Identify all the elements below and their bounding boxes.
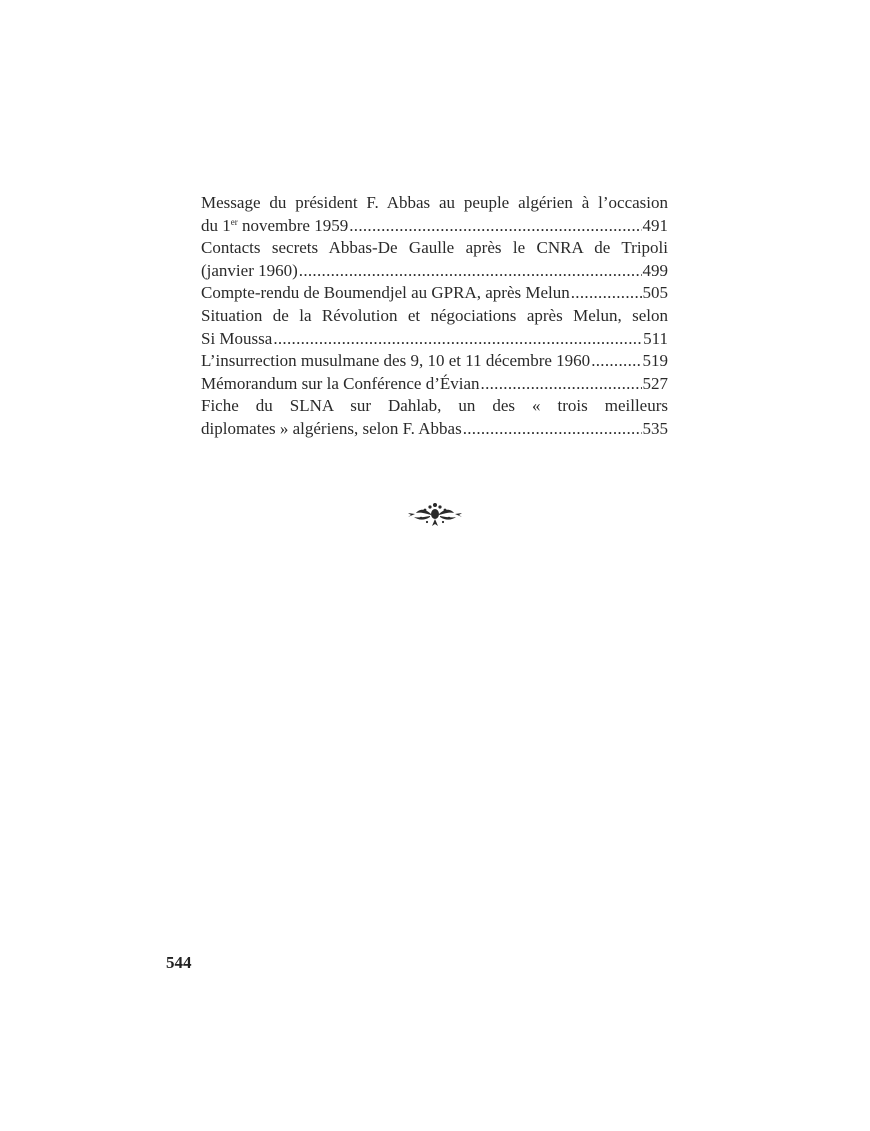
toc-entry-519 xyxy=(201,350,668,373)
toc-page-number: 491 xyxy=(642,215,668,235)
toc-entry-535 xyxy=(201,395,668,440)
table-of-contents xyxy=(201,192,668,441)
dot-leader xyxy=(273,328,642,351)
toc-entry-text: Message du président F. Abbas au peuple algérien à l’occasion xyxy=(201,193,668,212)
toc-page-number: 519 xyxy=(642,351,668,371)
dot-leader xyxy=(571,282,642,305)
toc-entry-text-continued: du 1er novembre 1959 xyxy=(201,215,349,235)
toc-entry-527 xyxy=(201,373,668,396)
dot-leader xyxy=(299,260,642,283)
page-number: 544 xyxy=(166,953,192,972)
toc-page-number: 499 xyxy=(642,260,668,280)
toc-entry-505 xyxy=(201,282,668,305)
toc-page-number: 511 xyxy=(643,328,668,348)
toc-page-number: 535 xyxy=(642,418,668,438)
toc-entry-text-continued: diplomates » algériens, selon F. Abbas xyxy=(201,418,462,438)
toc-entry-text: Fiche du SLNA sur Dahlab, un des « trois meilleurs xyxy=(201,396,668,416)
toc-entry-text: L’insurrection musulmane des 9, 10 et 11 décembre 1960 xyxy=(201,351,591,371)
toc-entry-511 xyxy=(201,305,668,350)
ordinal-superscript: er xyxy=(230,216,238,227)
dot-leader xyxy=(591,350,641,373)
toc-entry-text: Contacts secrets Abbas-De Gaulle après le CNRA de Tripoli xyxy=(201,238,668,258)
toc-page-number: 527 xyxy=(642,373,668,393)
toc-page-number: 505 xyxy=(642,283,668,303)
toc-entry-text-continued: Si Moussa xyxy=(201,328,273,348)
toc-entry-text-continued: (janvier 1960) xyxy=(201,260,298,280)
floral-ornament-icon xyxy=(405,500,465,530)
dot-leader xyxy=(463,418,642,441)
toc-entry-text: Compte-rendu de Boumendjel au GPRA, après Melun xyxy=(201,283,570,303)
toc-entry-text: Situation de la Révolution et négociations après Melun, selon xyxy=(201,305,668,325)
toc-entry-text: Mémorandum sur la Conférence d’Évian xyxy=(201,373,480,393)
dot-leader xyxy=(349,215,641,238)
toc-entry-491 xyxy=(201,192,668,237)
toc-entry-499 xyxy=(201,237,668,282)
dot-leader xyxy=(481,373,642,396)
